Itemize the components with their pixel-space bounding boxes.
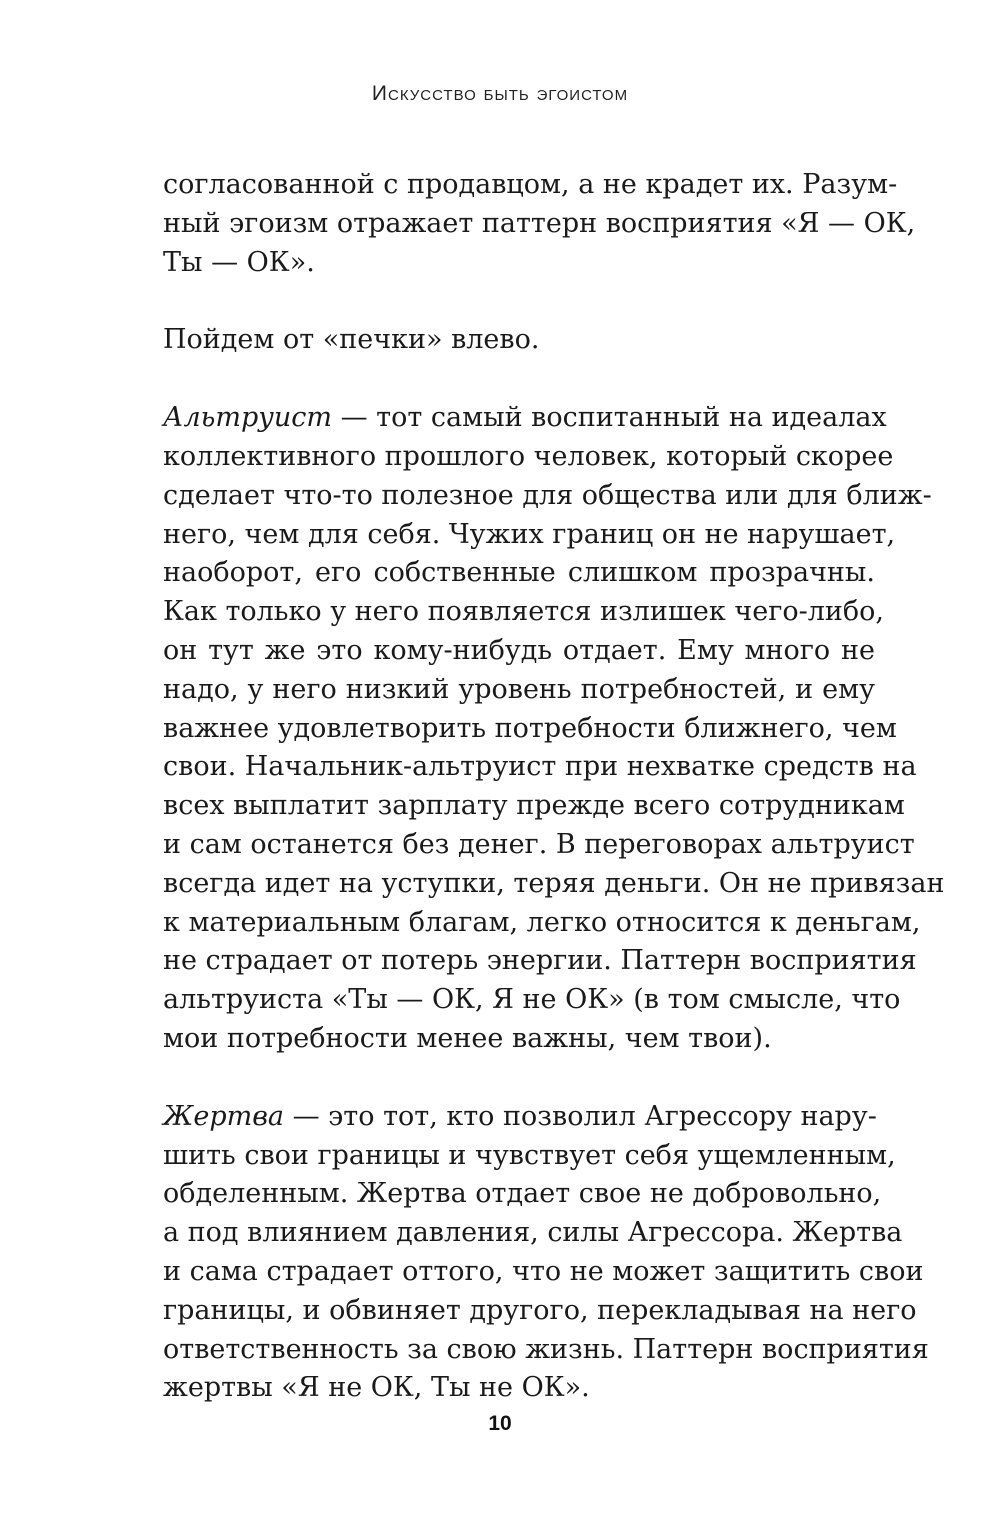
paragraph-2: [163, 321, 875, 360]
text-line: [163, 399, 887, 438]
text-line: важнее удовлетворить потребности ближнего, чем: [163, 712, 897, 744]
text-line: мои потребности менее важны, чем твои).: [163, 1022, 772, 1054]
paragraph-victim: [163, 1098, 929, 1408]
text-fragment: — тот самый воспитанный на идеалах: [332, 402, 887, 434]
term-altruist: Альтруист: [163, 402, 333, 434]
text-line: всех выплатит зарплату прежде всего сотрудникам: [163, 790, 905, 822]
text-fragment: — это тот, кто позволил Агрессору нару-: [284, 1100, 877, 1132]
text-line: а под влиянием давления, силы Агрессора. Жертва: [163, 1217, 903, 1249]
text-line: и сама страдает оттого, что не может защитить свои: [163, 1255, 924, 1287]
paragraph-altruist: [163, 399, 945, 1059]
text-line: [163, 1098, 875, 1137]
text-line: к материальным благам, легко относится к деньгам,: [163, 906, 921, 938]
text-line: Пойдем от «печки» влево.: [163, 324, 540, 356]
text-line: согласованной с продавцом, а не крадет их. Разум-: [163, 169, 898, 200]
paragraph-1: [163, 166, 916, 282]
text-line: ный эгоизм отражает паттерн восприятия «Я — ОК,: [163, 207, 916, 239]
text-line: ответственность за свою жизнь. Паттерн восприятия: [163, 1333, 929, 1365]
body-text: [163, 166, 945, 1408]
text-line: Ты — ОК».: [163, 246, 315, 278]
text-line: коллективного прошлого человек, который скорее: [163, 440, 894, 472]
text-line: и сам останется без денег. В переговорах альтруист: [163, 828, 915, 860]
text-line: наоборот, его собственные слишком прозрачны.: [163, 557, 875, 589]
text-line: обделенным. Жертва отдает свое не добровольно,: [163, 1178, 882, 1210]
term-victim: Жертва: [163, 1100, 285, 1132]
text-line: границы, и обвиняет другого, перекладывая на него: [163, 1294, 917, 1326]
text-line: сделает что-то полезное для общества или для ближ-: [163, 479, 932, 511]
page-number: 10: [488, 1412, 512, 1435]
text-line: Как только у него появляется излишек чего-либо,: [163, 596, 884, 628]
text-line: шить свои границы и чувствует себя ущемленным,: [163, 1139, 896, 1171]
text-line: жертвы «Я не ОК, Ты не ОК».: [163, 1372, 590, 1404]
text-line: всегда идет на уступки, теряя деньги. Он не привязан: [163, 867, 945, 899]
text-line: свои. Начальник-альтруист при нехватке средств на: [163, 751, 917, 783]
text-line: альтруиста «Ты — ОК, Я не ОК» (в том смысле, что: [163, 984, 901, 1016]
text-line: надо, у него низкий уровень потребностей, и ему: [163, 673, 875, 705]
text-line: не страдает от потерь энергии. Паттерн восприятия: [163, 945, 917, 977]
text-line: него, чем для себя. Чужих границ он не нарушает,: [163, 518, 896, 550]
text-line: он тут же это кому-нибудь отдает. Ему много не: [163, 634, 875, 666]
running-head: Искусство быть эгоистом: [371, 82, 629, 105]
